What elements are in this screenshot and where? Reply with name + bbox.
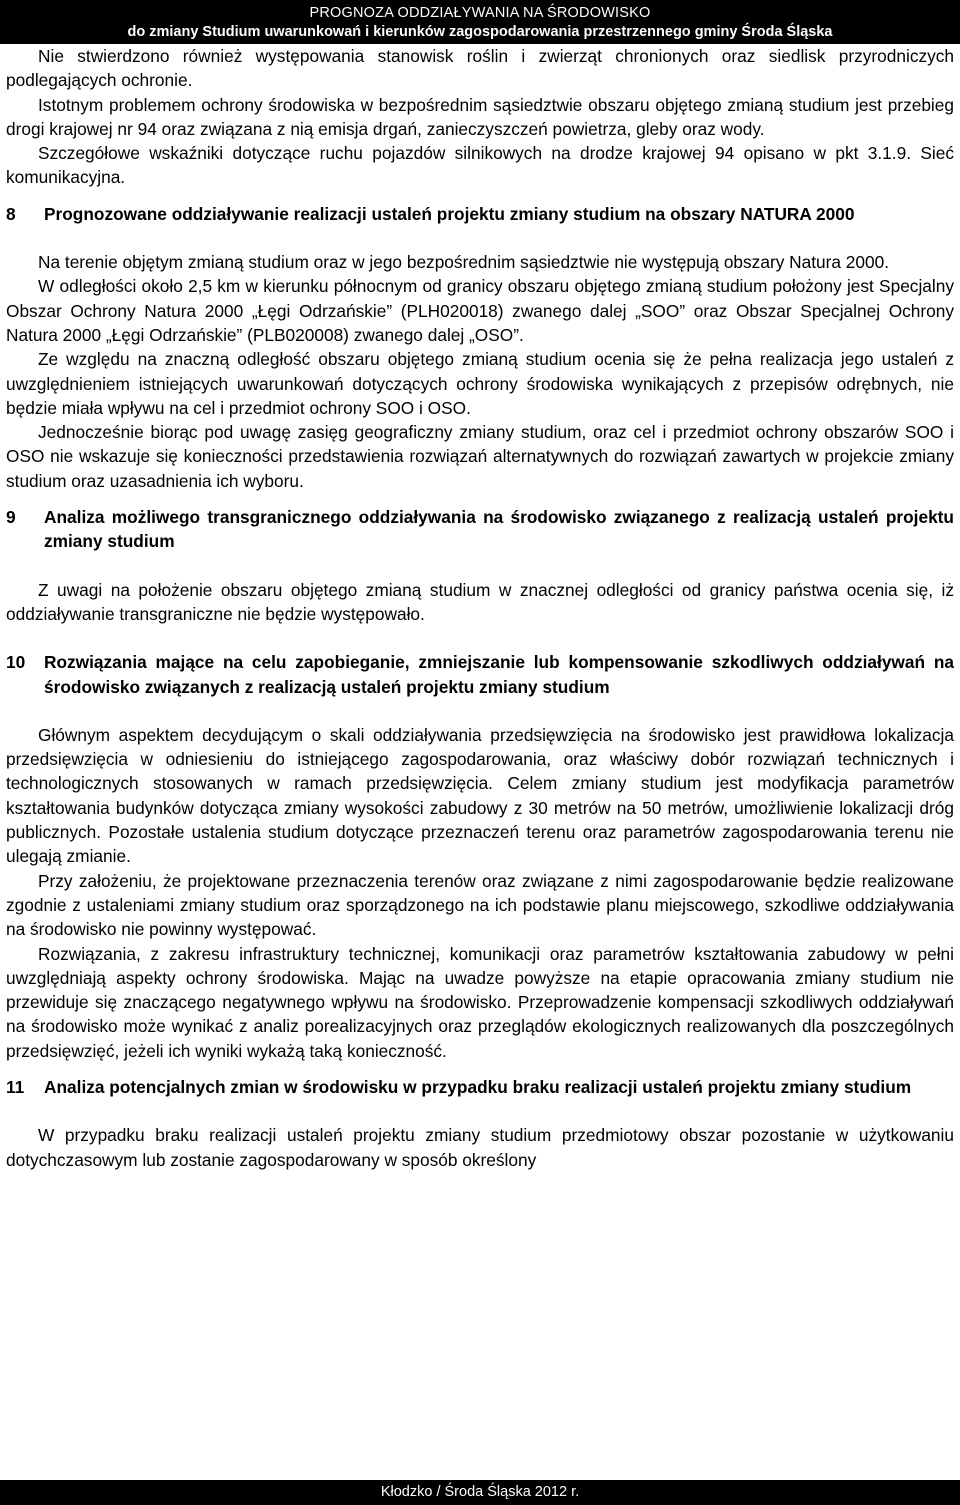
paragraph: Istotnym problemem ochrony środowiska w bezpośrednim sąsiedztwie obszaru objętego zmianą studium jest przebieg drogi krajowej nr 94 oraz związana z nią emisja drgań, zanieczyszczeń powietrza, gleby oraz wody. (6, 94, 954, 139)
paragraph: Szczegółowe wskaźniki dotyczące ruchu pojazdów silnikowych na drodze krajowej 94 opisano w pkt 3.1.9. Sieć komunikacyjna. (6, 143, 954, 188)
section-number: 10 (6, 652, 26, 673)
paragraph: Nie stwierdzono również występowania stanowisk roślin i zwierząt chronionych oraz siedlisk przyrodniczych podlegających ochronie. (6, 46, 954, 91)
paragraph: Ze względu na znaczną odległość obszaru objętego zmianą studium ocenia się że pełna realizacja jego ustaleń z uwzględnieniem istniejących uwarunkowań dotyczących ochrony środowiska wynikających z przepisów odrębnych, nie będzie miała wpływu na cel i przedmiot ochrony SOO i OSO. (6, 349, 954, 418)
section-heading-10 (6, 650, 954, 699)
paragraph: Głównym aspektem decydującym o skali oddziaływania przedsięwzięcia na środowisko jest prawidłowa lokalizacja przedsięwzięcia w odniesieniu do istniejącego zagospodarowania, oraz właściwy dobór rozwiązań technicznych i technologicznych stosowanych w ramach przedsięwzięcia. Celem zmiany studium jest modyfikacja parametrów kształtowania budynków dotycząca zmiany wysokości zabudowy z 30 metrów na 50 metrów, umożliwienie lokalizacji dróg publicznych. Pozostałe ustalenia studium dotyczące przeznaczeń terenu oraz parametrów zagospodarowania terenu nie ulegają zmianie. (6, 724, 954, 867)
section-heading-9 (6, 505, 954, 554)
page-header (0, 0, 960, 44)
section-number: 9 (6, 507, 16, 528)
page-footer: Kłodzko / Środa Śląska 2012 r. (0, 1480, 960, 1505)
paragraph: Jednocześnie biorąc pod uwagę zasięg geograficzny zmiany studium, oraz cel i przedmiot ochrony obszarów SOO i OSO nie wskazuje się konieczności przedstawienia rozwiązań alternatywnych do rozwiązań zawartych w projekcie zmiany studium oraz uzasadnienia ich wyboru. (6, 422, 954, 491)
header-title: PROGNOZA ODDZIAŁYWANIA NA ŚRODOWISKO (309, 5, 651, 21)
document-body (6, 44, 954, 1172)
section-number: 11 (6, 1076, 25, 1097)
paragraph: W przypadku braku realizacji ustaleń projektu zmiany studium przedmiotowy obszar pozostanie w użytkowaniu dotychczasowym lub zostanie zagospodarowany w sposób określony (6, 1125, 954, 1170)
section-title: Rozwiązania mające na celu zapobieganie, zmniejszanie lub kompensowanie szkodliwych oddziaływań na środowisko związanych z realizacją ustaleń projektu zmiany studium (44, 652, 954, 697)
section-heading-8 (6, 202, 954, 226)
section-title: Analiza potencjalnych zmian w środowisku w przypadku braku realizacji ustaleń projektu zmiany studium (44, 1076, 912, 1097)
paragraph: Na terenie objętym zmianą studium oraz w jego bezpośrednim sąsiedztwie nie występują obszary Natura 2000. (38, 252, 890, 273)
section-title: Analiza możliwego transgranicznego oddziaływania na środowisko związanego z realizacją ustaleń projektu zmiany studium (44, 507, 954, 552)
section-title: Prognozowane oddziaływanie realizacji ustaleń projektu zmiany studium na obszary NATURA 2000 (44, 203, 855, 224)
paragraph: W odległości około 2,5 km w kierunku północnym od granicy obszaru objętego zmianą studium położony jest Specjalny Obszar Ochrony Natura 2000 „Łęgi Odrzańskie” (PLH020018) zwanego dalej „SOO” oraz Obszar Specjalnej Ochrony Natura 2000 „Łęgi Odrzańskie” (PLB020008) zwanego dalej „OSO”. (6, 276, 954, 345)
paragraph: Przy założeniu, że projektowane przeznaczenia terenów oraz związane z nimi zagospodarowanie będzie realizowane zgodnie z ustaleniami zmiany studium oraz sporządzonego na ich podstawie planu miejscowego, szkodliwe oddziaływania na środowisko nie powinny występować. (6, 870, 954, 940)
header-subtitle: do zmiany Studium uwarunkowań i kierunków zagospodarowania przestrzennego gminy Środa Śląska (127, 24, 833, 40)
section-number: 8 (6, 203, 16, 224)
section-heading-11 (6, 1075, 954, 1099)
paragraph: Rozwiązania, z zakresu infrastruktury technicznej, komunikacji oraz parametrów kształtowania zabudowy w pełni uwzględniają aspekty ochrony środowiska. Mając na uwadze powyższe na etapie opracowania zmiany studium nie przewiduje się znaczącego negatywnego wpływu na środowisko. Przeprowadzenie kompensacji szkodliwych oddziaływań na środowisko może wynikać z analiz porealizacyjnych oraz przeglądów ekologicznych realizowanych dla poszczególnych przedsięwzięć, jeżeli ich wyniki wykażą taką konieczność. (6, 943, 954, 1061)
paragraph: Z uwagi na położenie obszaru objętego zmianą studium w znacznej odległości od granicy państwa ocenia się, iż oddziaływanie transgraniczne nie będzie występowało. (6, 579, 954, 624)
